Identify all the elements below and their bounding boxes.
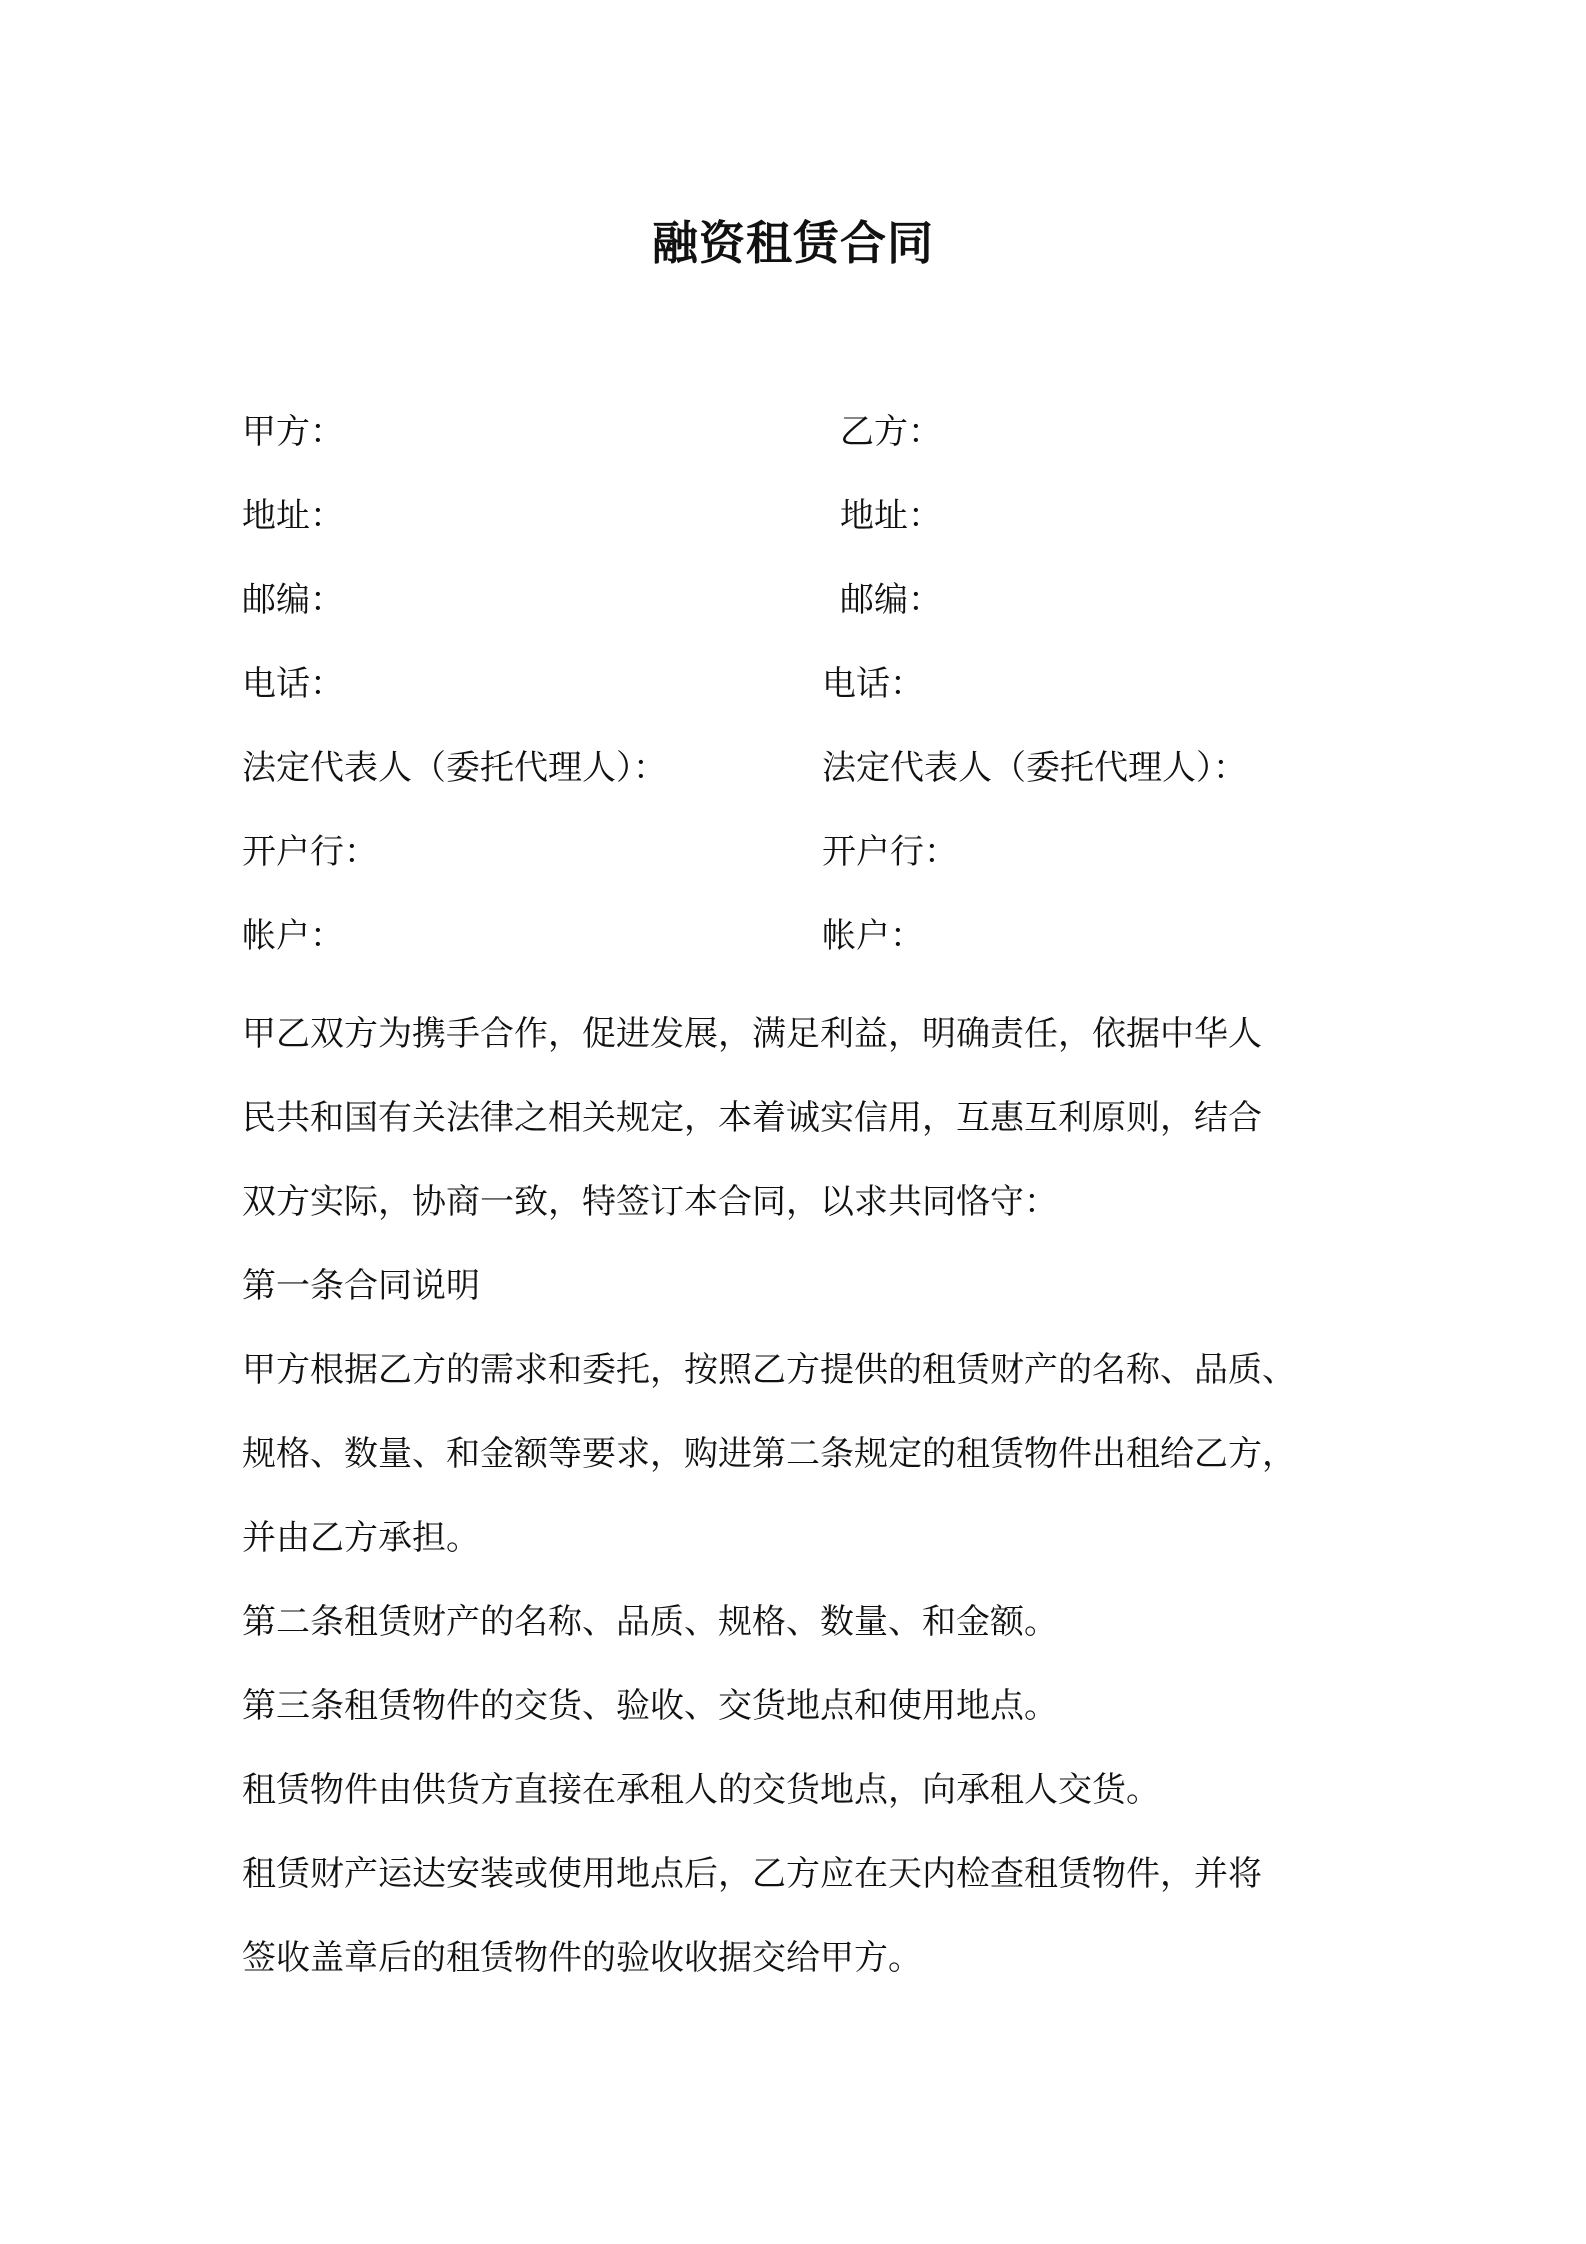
party-b-postcode-label: 邮编： bbox=[840, 580, 942, 620]
body-line: 并由乙方承担。 bbox=[242, 1518, 480, 1558]
body-line: 租赁物件由供货方直接在承租人的交货地点，向承租人交货。 bbox=[242, 1770, 1160, 1810]
body-line: 甲乙双方为携手合作，促进发展，满足利益，明确责任，依据中华人 bbox=[242, 1014, 1262, 1054]
party-row-bank bbox=[242, 824, 1362, 908]
party-a-postcode-label: 邮编： bbox=[242, 580, 344, 620]
party-row-address bbox=[242, 488, 1362, 572]
article-heading: 第一条合同说明 bbox=[242, 1266, 480, 1306]
party-b-phone-label: 电话： bbox=[822, 664, 924, 704]
party-row-name bbox=[242, 404, 1362, 488]
party-b-address-label: 地址： bbox=[840, 496, 942, 536]
article-heading: 第二条租赁财产的名称、品质、规格、数量、和金额。 bbox=[242, 1602, 1058, 1642]
party-row-phone bbox=[242, 656, 1362, 740]
party-row-account bbox=[242, 908, 1362, 992]
body-line: 规格、数量、和金额等要求，购进第二条规定的租赁物件出租给乙方， bbox=[242, 1434, 1296, 1474]
party-a-name-label: 甲方： bbox=[242, 412, 344, 452]
party-info-table bbox=[242, 404, 1362, 992]
party-row-representative bbox=[242, 740, 1362, 824]
party-b-account-label: 帐户： bbox=[822, 916, 924, 956]
contract-body bbox=[242, 992, 1362, 2000]
party-b-bank-label: 开户行： bbox=[822, 832, 958, 872]
body-line: 租赁财产运达安装或使用地点后，乙方应在天内检查租赁物件，并将 bbox=[242, 1854, 1262, 1894]
article-heading: 第三条租赁物件的交货、验收、交货地点和使用地点。 bbox=[242, 1686, 1058, 1726]
party-row-postcode bbox=[242, 572, 1362, 656]
party-a-phone-label: 电话： bbox=[242, 664, 344, 704]
body-line: 甲方根据乙方的需求和委托，按照乙方提供的租赁财产的名称、品质、 bbox=[242, 1350, 1296, 1390]
party-b-representative-label: 法定代表人（委托代理人）： bbox=[822, 748, 1247, 788]
body-line: 签收盖章后的租赁物件的验收收据交给甲方。 bbox=[242, 1938, 922, 1978]
party-a-account-label: 帐户： bbox=[242, 916, 344, 956]
party-a-representative-label: 法定代表人（委托代理人）： bbox=[242, 748, 667, 788]
body-line: 民共和国有关法律之相关规定，本着诚实信用，互惠互利原则，结合 bbox=[242, 1098, 1262, 1138]
document-title: 融资租赁合同 bbox=[652, 216, 934, 270]
party-a-address-label: 地址： bbox=[242, 496, 344, 536]
party-b-name-label: 乙方： bbox=[840, 412, 942, 452]
body-line: 双方实际，协商一致，特签订本合同，以求共同恪守： bbox=[242, 1182, 1058, 1222]
party-a-bank-label: 开户行： bbox=[242, 832, 378, 872]
